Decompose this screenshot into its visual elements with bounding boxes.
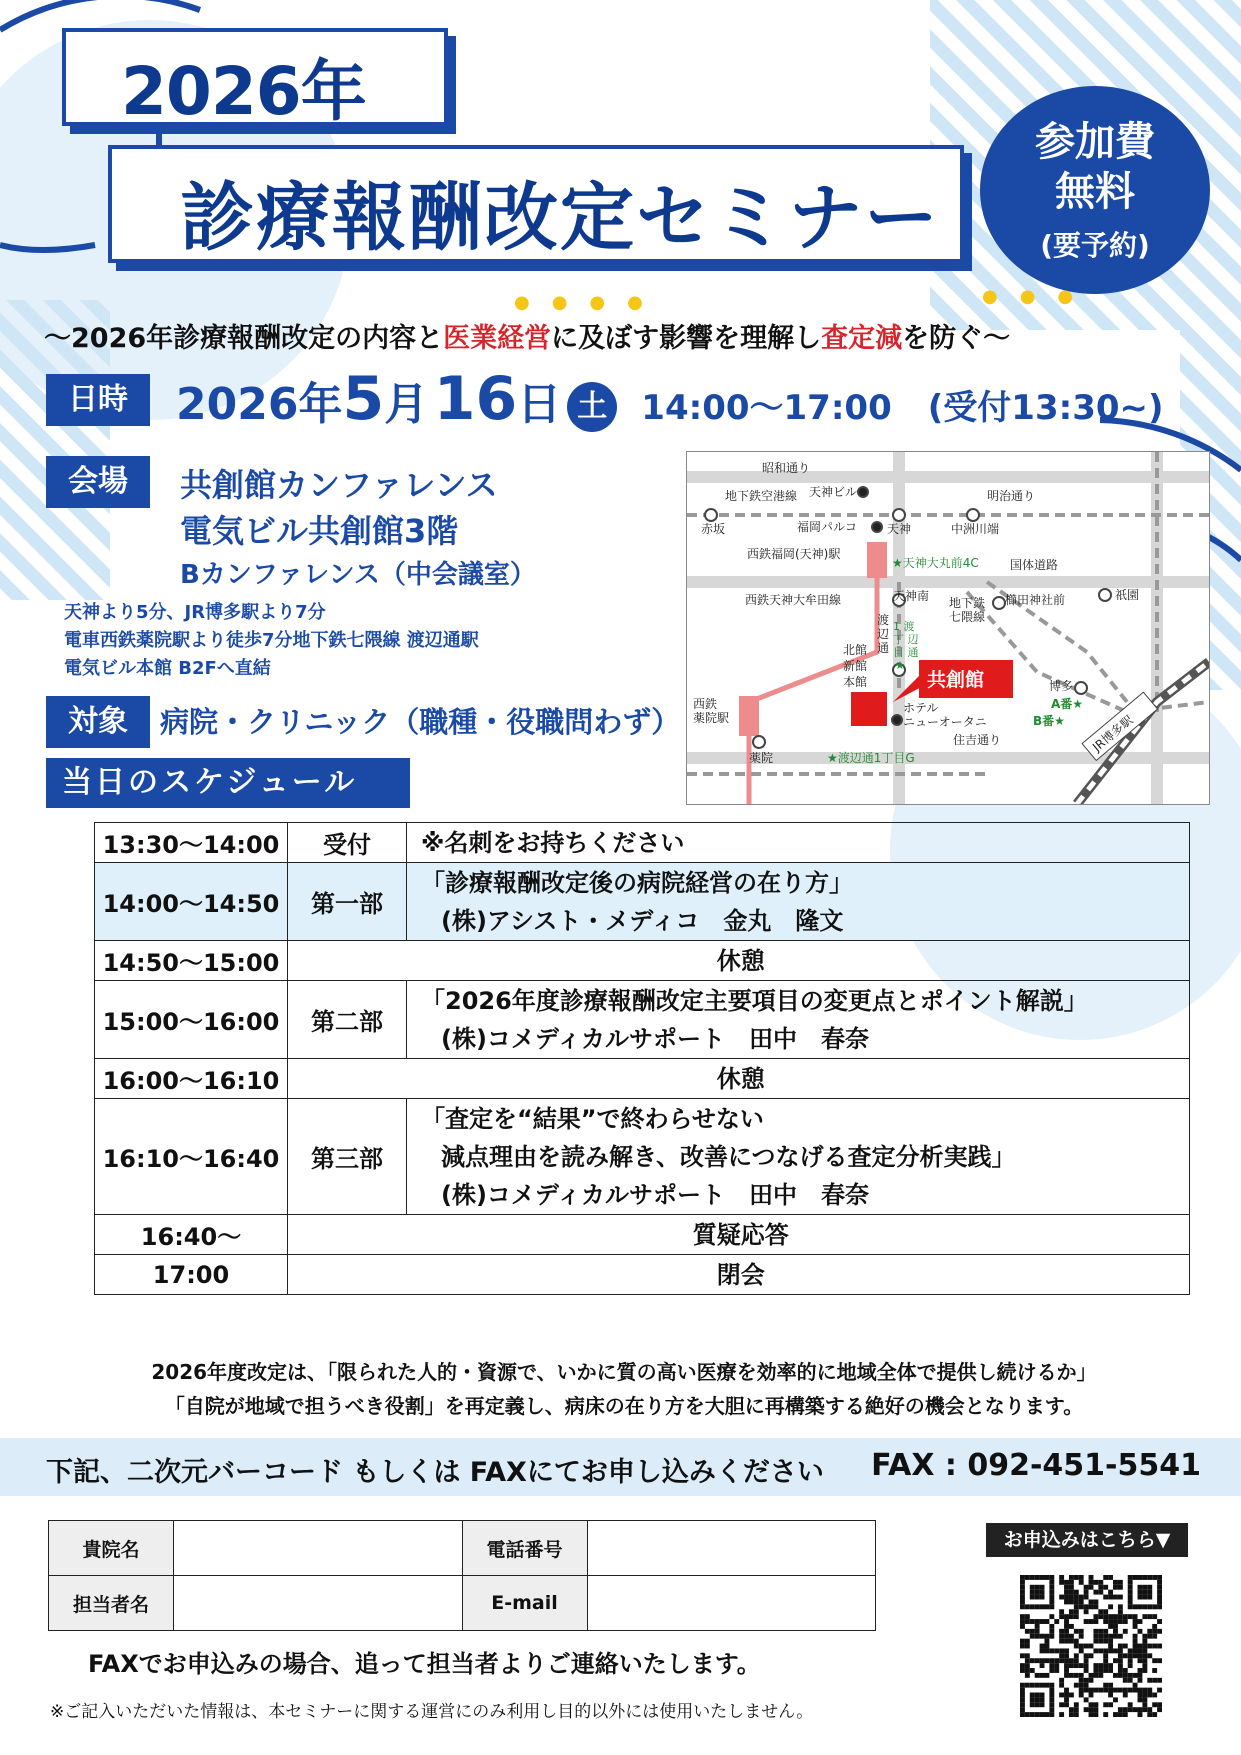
map-label-nakasu: 中洲川端 — [951, 522, 1000, 536]
schedule-label: 当日のスケジュール — [46, 758, 410, 808]
map-label-akasaka: 赤坂 — [701, 522, 726, 536]
target-label: 対象 — [46, 696, 150, 748]
schedule-content-line: 減点理由を読み解き、改善につなげる査定分析実践」 — [441, 1142, 1016, 1171]
subtitle-part1: 〜2026年診療報酬改定の内容と — [44, 323, 444, 354]
subtitle-part2: に及ぼす影響を理解し — [551, 323, 822, 354]
schedule-content — [407, 1215, 1190, 1255]
date-time: 14:00〜17:00 — [641, 388, 892, 428]
emphasis-dots-1: ●●●● — [514, 292, 665, 313]
subtitle-part3: を防ぐ〜 — [902, 323, 1011, 354]
title-year-box — [62, 28, 448, 130]
venue-label: 会場 — [46, 456, 150, 508]
schedule-content-line: (株)コメディカルサポート 田中 春奈 — [441, 1024, 870, 1053]
map-label-kyososkan: 共創館 — [927, 669, 985, 691]
schedule-content-line: (株)アシスト・メディコ 金丸 隆文 — [441, 906, 844, 935]
map-label-kushida: 櫛田神社前 — [1005, 593, 1066, 607]
schedule-part — [288, 1255, 407, 1295]
access-map — [686, 451, 1210, 805]
schedule-row — [95, 1215, 1190, 1255]
form-hospital-field[interactable] — [174, 1521, 463, 1576]
svg-text:通: 通 — [877, 641, 890, 655]
map-label-kokutai: 国体道路 — [1010, 558, 1059, 572]
fee-line2: 無料 — [1055, 169, 1135, 215]
svg-text:辺: 辺 — [877, 627, 890, 641]
map-label-omuta: 西鉄天神大牟田線 — [745, 593, 842, 607]
note-line1: 2026年度改定は、「限られた人的・資源で、いかに質の高い医療を効率的に地域全体で提供し続けるか」 — [151, 1360, 1097, 1384]
form-contact-label: 担当者名 — [49, 1576, 174, 1631]
map-label-yakuin-st-1: 西鉄 — [693, 697, 718, 711]
map-svg — [687, 452, 1209, 804]
map-label-a-ban: A番★ — [1051, 697, 1084, 711]
map-label-honkan: 本館 — [843, 675, 868, 689]
map-label-new-otani: ニューオータニ — [903, 715, 987, 729]
subtitle-emph1: 医業経営 — [443, 323, 552, 354]
date-reception: (受付13:30~) — [927, 388, 1164, 428]
map-label-nanakuma-2: 七隈線 — [949, 610, 986, 624]
form-phone-field[interactable] — [587, 1521, 876, 1576]
schedule-content-line: ※名刺をお持ちください — [421, 828, 685, 857]
note-line2: 「自院が地域で担うべき役割」を再定義し、病床の在り方を大胆に再構築する絶好の機会となります。 — [164, 1394, 1084, 1418]
map-label-hakata: 博多 — [1049, 679, 1074, 693]
schedule-content — [407, 1255, 1190, 1295]
map-label-airport: 地下鉄空港線 — [725, 489, 798, 503]
map-label-nanakuma-1: 地下鉄 — [949, 596, 986, 610]
access-line1: 天神より5分、JR博多駅より7分 — [64, 602, 326, 623]
map-label-parco: 福岡パルコ — [797, 520, 858, 534]
schedule-part: 第一部 — [288, 863, 407, 941]
schedule-content — [407, 823, 1190, 863]
fax-note: FAXでお申込みの場合、追って担当者よりご連絡いたします。 — [88, 1650, 761, 1678]
title-main: 診療報酬改定セミナー — [180, 175, 940, 261]
weekday-badge: 土 — [567, 382, 617, 432]
schedule-content — [407, 941, 1190, 981]
subtitle — [44, 316, 1204, 355]
map-label-yakuin: 薬院 — [749, 751, 774, 765]
form-email-label: E-mail — [462, 1576, 587, 1631]
map-label-b-ban: B番★ — [1033, 714, 1065, 728]
emphasis-dots-2: ●●● — [982, 286, 1096, 307]
schedule-content-line: 休憩 — [716, 1064, 765, 1093]
schedule-time: 15:00〜16:00 — [95, 981, 288, 1059]
map-label-meiji: 明治通り — [987, 489, 1036, 503]
schedule-time: 14:00〜14:50 — [95, 863, 288, 941]
map-label-shinkan: 新館 — [843, 659, 868, 673]
schedule-content — [407, 863, 1190, 941]
map-label-jr-hakata: JR博多駅 — [1089, 712, 1136, 755]
date-nen: 年 — [298, 379, 343, 430]
schedule-row — [95, 1255, 1190, 1295]
form-phone-label: 電話番号 — [462, 1521, 587, 1576]
map-label-tenjin: 天神 — [887, 522, 912, 536]
schedule-part — [288, 1215, 407, 1255]
schedule-content-line: 閉会 — [716, 1260, 765, 1289]
form-email-field[interactable] — [587, 1576, 876, 1631]
svg-text:目 通: 目 通 — [893, 646, 919, 659]
schedule-row — [95, 823, 1190, 863]
schedule-content — [407, 981, 1190, 1059]
date-month: 5 — [342, 364, 385, 434]
target-text: 病院・クリニック（職種・役職問わず） — [160, 705, 681, 739]
qr-code-icon[interactable] — [1020, 1575, 1162, 1717]
map-label-daimaru: ★天神大丸前4C — [892, 556, 979, 570]
map-label-tenjin-minami: 天神南 — [893, 589, 930, 603]
qr-label: お申込みはこちら▼ — [986, 1523, 1188, 1557]
schedule-row — [95, 863, 1190, 941]
schedule-content-line: 休憩 — [716, 946, 765, 975]
fee-badge — [980, 86, 1210, 294]
schedule-content-line: 「2026年度診療報酬改定主要項目の変更点とポイント解説」 — [421, 986, 1088, 1015]
fax-number: FAX : 092-451-5541 — [871, 1448, 1201, 1483]
map-label-showa: 昭和通り — [762, 461, 811, 475]
schedule-time: 14:50〜15:00 — [95, 941, 288, 981]
date-nichi: 日 — [517, 379, 562, 430]
schedule-row — [95, 1099, 1190, 1215]
schedule-content-line: (株)コメディカルサポート 田中 春奈 — [441, 1180, 870, 1209]
access-line2: 電車西鉄薬院駅より徒歩7分地下鉄七隈線 渡辺通駅 — [64, 630, 479, 651]
schedule-row — [95, 941, 1190, 981]
map-label-kitakan: 北館 — [843, 643, 868, 657]
map-label-nishitetsu: 西鉄福岡(天神)駅 — [747, 547, 841, 561]
map-label-hotel: ホテル — [903, 701, 939, 715]
svg-text:丁 辺: 丁 辺 — [893, 633, 919, 646]
form-hospital-label: 貴院名 — [49, 1521, 174, 1576]
schedule-part: 受付 — [288, 823, 407, 863]
map-label-watanabe-2: 1 渡 — [893, 620, 915, 633]
fee-line3: (要予約) — [1040, 229, 1150, 262]
date-year: 2026 — [176, 379, 299, 430]
venue-line1: 共創館カンファレンス — [180, 466, 498, 504]
schedule-content-line: 「診療報酬改定後の病院経営の在り方」 — [421, 868, 853, 897]
venue-line3: Bカンファレンス（中会議室） — [180, 560, 536, 590]
map-label-tenjin-bldg: 天神ビル — [809, 485, 858, 499]
schedule-part: 第三部 — [288, 1099, 407, 1215]
title-main-box — [108, 145, 964, 263]
date-day: 16 — [433, 364, 518, 434]
map-label-watanabe-1: 渡 — [877, 613, 890, 627]
map-label-watanabe-g: ★渡辺通1丁目G — [827, 751, 915, 765]
venue-line2: 電気ビル共創館3階 — [180, 512, 459, 550]
schedule-time: 16:40〜 — [95, 1215, 288, 1255]
privacy-note: ※ご記入いただいた情報は、本セミナーに関する運営にのみ利用し目的以外には使用いたしません。 — [50, 1702, 814, 1722]
schedule-part — [288, 1059, 407, 1099]
access-line3: 電気ビル本館 B2Fへ直結 — [64, 658, 271, 679]
schedule-content-line: 「査定を“結果”で終わらせない — [421, 1104, 764, 1133]
map-label-gion: 祇園 — [1115, 588, 1140, 602]
schedule-time: 17:00 — [95, 1255, 288, 1295]
apply-text: 下記、二次元バーコード もしくは FAXにてお申し込みください — [46, 1457, 824, 1488]
apply-band — [0, 1438, 1241, 1496]
date-tsuki: 月 — [384, 379, 429, 430]
schedule-content — [407, 1099, 1190, 1215]
schedule-part: 第二部 — [288, 981, 407, 1059]
form-contact-field[interactable] — [174, 1576, 463, 1631]
schedule-time: 16:00〜16:10 — [95, 1059, 288, 1099]
title-year: 2026年 — [121, 53, 366, 130]
schedule-content — [407, 1059, 1190, 1099]
fee-line1: 参加費 — [1035, 119, 1155, 165]
date-label: 日時 — [46, 374, 150, 426]
date-line — [176, 364, 1164, 440]
application-form — [48, 1520, 876, 1631]
schedule-part — [288, 941, 407, 981]
schedule-time: 13:30〜14:00 — [95, 823, 288, 863]
schedule-content-line: 質疑応答 — [692, 1220, 789, 1249]
svg-text:★: ★ — [895, 659, 905, 672]
subtitle-emph2: 査定減 — [821, 323, 903, 354]
map-label-sumiyoshi: 住吉通り — [953, 733, 1002, 747]
schedule-table — [94, 822, 1190, 1295]
schedule-row — [95, 981, 1190, 1059]
map-label-yakuin-st-2: 薬院駅 — [693, 711, 730, 725]
schedule-row — [95, 1059, 1190, 1099]
schedule-time: 16:10〜16:40 — [95, 1099, 288, 1215]
